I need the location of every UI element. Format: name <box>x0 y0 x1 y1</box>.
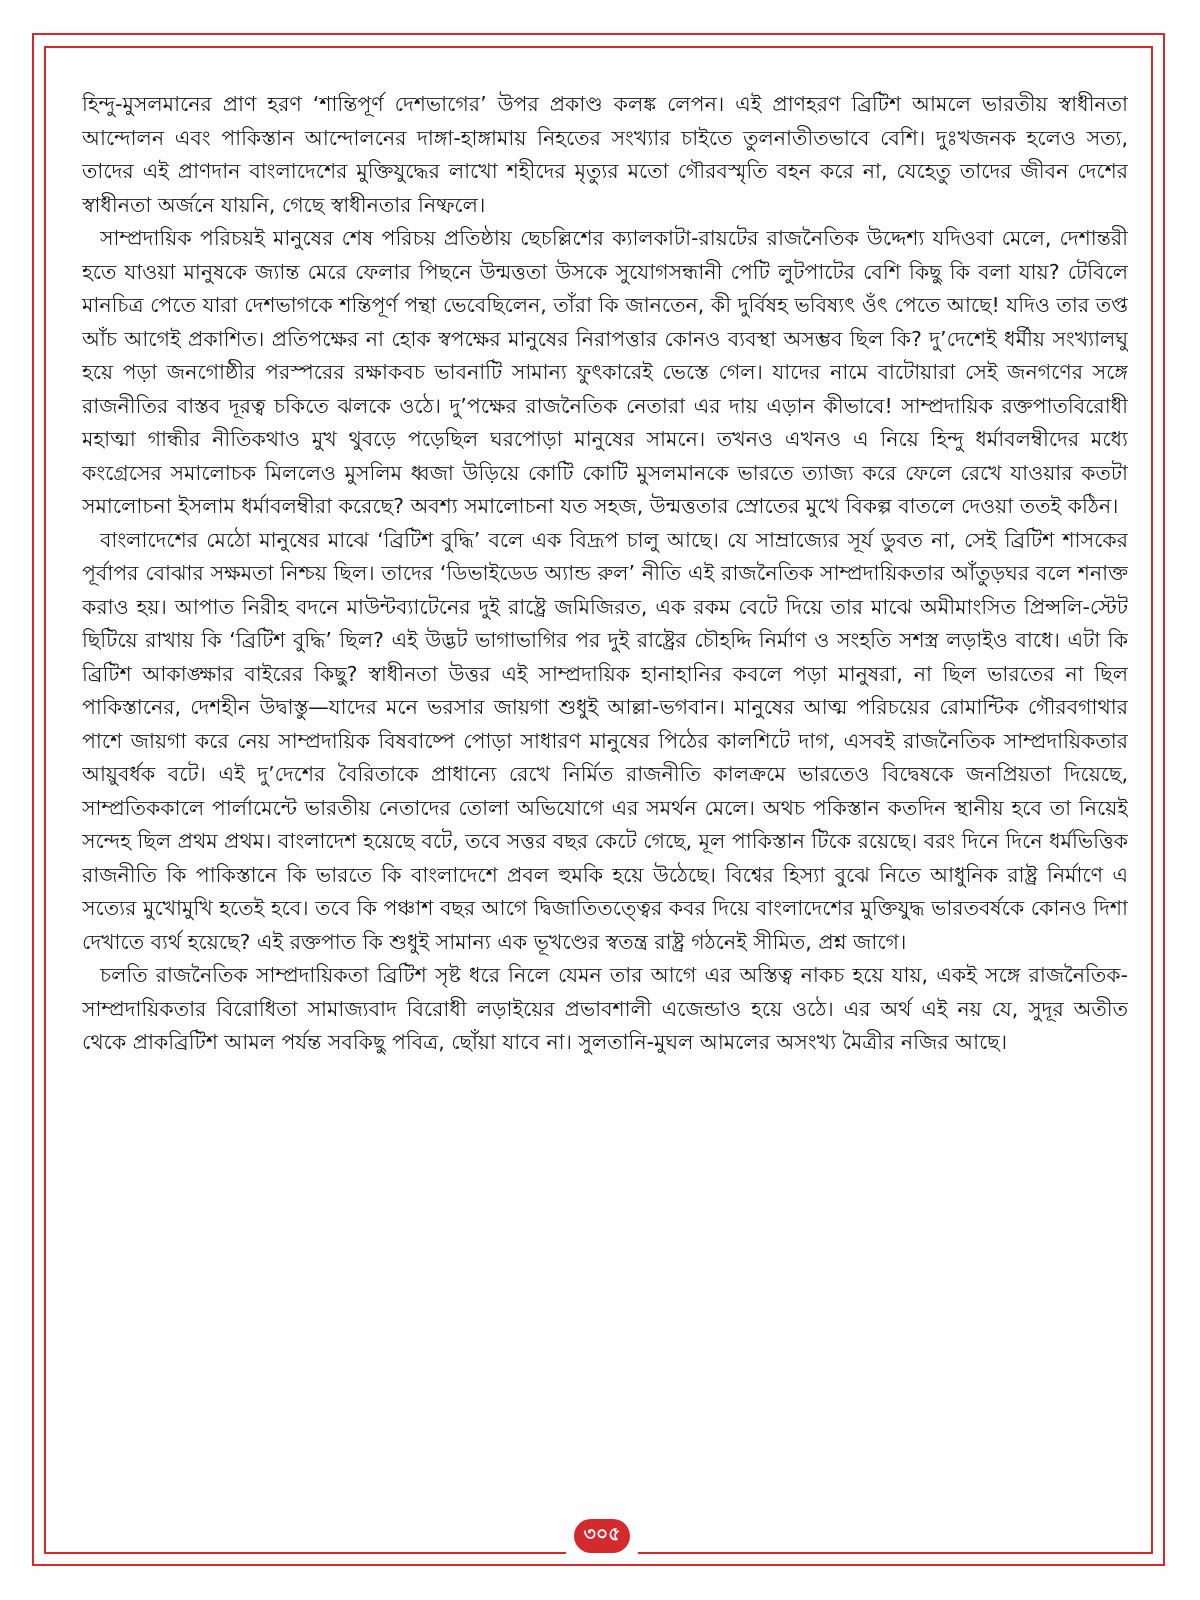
page-number-container <box>566 1516 638 1556</box>
page-number: ৩০৫ <box>574 1519 630 1553</box>
paragraph: বাংলাদেশের মেঠো মানুষের মাঝে ‘ব্রিটিশ বুদ্ধি’ বলে এক বিদ্রূপ চালু আছে। যে সাম্রাজ্যের সূর্য ডুবত না, সেই ব্রিটিশ শাসকের পূর্বাপর বোঝার সক্ষমতা নিশ্চয় ছিল। তাদের ‘ডিভাইডেড অ্যান্ড রুল’ নীতি এই রাজনৈতিক সাম্প্রদায়িকতার আঁতুড়ঘর বলে শনাক্ত করাও হয়। আপাত নিরীহ বদনে মাউন্টব্যাটেনের দুই রাষ্ট্রে জমিজিরত, এক রকম বেটে দিয়ে তার মাঝে অমীমাংসিত প্রিন্সলি-স্টেট ছিটিয়ে রাখায় কি ‘ব্রিটিশ বুদ্ধি’ ছিল? এই উদ্ভট ভাগাভাগির পর দুই রাষ্ট্রের চৌহদ্দি নির্মাণ ও সংহতি সশস্ত্র লড়াইও বাধে। এটা কি ব্রিটিশ আকাঙ্ক্ষার বাইরের কিছু? স্বাধীনতা উত্তর এই সাম্প্রদায়িক হানাহানির কবলে পড়া মানুষরা, না ছিল ভারতের না ছিল পাকিস্তানের, দেশহীন উদ্বাস্তু—যাদের মনে ভরসার জায়গা শুধুই আল্লা-ভগবান। মানুষের আত্ম পরিচয়ের রোমান্টিক গৌরবগাথার পাশে জায়গা করে নেয় সাম্প্রদায়িক বিষবাষ্পে পোড়া সাধারণ মানুষের পিঠের কালশিটে দাগ, এসবই রাজনৈতিক সাম্প্রদায়িকতার আয়ুবর্ধক বটে। এই দু’দেশের বৈরিতাকে প্রাধান্যে রেখে নির্মিত রাজনীতি কালক্রমে ভারতেও বিদ্বেষকে জনপ্রিয়তা দিয়েছে, সাম্প্রতিককালে পার্লামেন্টে ভারতীয় নেতাদের তোলা অভিযোগে এর সমর্থন মেলে। অথচ পকিস্তান কতদিন স্থানীয় হবে তা নিয়েই সন্দেহ ছিল প্রথম প্রথম। বাংলাদেশ হয়েছে বটে, তবে সত্তর বছর কেটে গেছে, মূল পাকিস্তান টিকে রয়েছে। বরং দিনে দিনে ধর্মভিত্তিক রাজনীতি কি পাকিস্তানে কি ভারতে কি বাংলাদেশে প্রবল হুমকি হয়ে উঠেছে। বিশ্বের হিস্যা বুঝে নিতে আধুনিক রাষ্ট্র নির্মাণে এ সত্যের মুখোমুখি হতেই হবে। তবে কি পঞ্চাশ বছর আগে দ্বিজাতিতত্ত্বের কবর দিয়ে বাংলাদেশের মুক্তিযুদ্ধ ভারতবর্ষকে কোনও দিশা দেখাতে ব্যর্থ হয়েছে? এই রক্তপাত কি শুধুই সামান্য এক ভূখণ্ডের স্বতন্ত্র রাষ্ট্র গঠনেই সীমিত, প্রশ্ন জাগে। <box>82 527 1128 954</box>
paragraph: হিন্দু-মুসলমানের প্রাণ হরণ ‘শান্তিপূর্ণ দেশভাগের’ উপর প্রকাণ্ড কলঙ্ক লেপন। এই প্রাণহরণ ব্রিটিশ আমলে ভারতীয় স্বাধীনতা আন্দোলন এবং পাকিস্তান আন্দোলনের দাঙ্গা-হাঙ্গামায় নিহতের সংখ্যার চাইতে তুলনাতীতভাবে বেশি। দুঃখজনক হলেও সত্য, তাদের এই প্রাণদান বাংলাদেশের মুক্তিযুদ্ধের লাখো শহীদের মৃত্যুর মতো গৌরবস্মৃতি বহন করে না, যেহেতু তাদের জীবন দেশের স্বাধীনতা অর্জনে যায়নি, গেছে স্বাধীনতার নিষ্ফলে। <box>82 92 1128 217</box>
page-body-text <box>82 88 1128 1466</box>
paragraph: চলতি রাজনৈতিক সাম্প্রদায়িকতা ব্রিটিশ সৃষ্ট ধরে নিলে যেমন তার আগে এর অস্তিত্ব নাকচ হয়ে যায়, একই সঙ্গে রাজনৈতিক-সাম্প্রদায়িকতার বিরোধিতা সামাজ্যবাদ বিরোধী লড়াইয়ের প্রভাবশালী এজেন্ডাও হয়ে ওঠে। এর অর্থ এই নয় যে, সুদূর অতীত থেকে প্রাকব্রিটিশ আমল পর্যন্ত সবকিছু পবিত্র, ছোঁয়া যাবে না। সুলতানি-মুঘল আমলের অসংখ্য মৈত্রীর নজির আছে। <box>82 963 1128 1054</box>
paragraph: সাম্প্রদায়িক পরিচয়ই মানুষের শেষ পরিচয় প্রতিষ্ঠায় ছেচল্লিশের ক্যালকাটা-রায়টের রাজনৈতিক উদ্দেশ্য যদিওবা মেলে, দেশান্তরী হতে যাওয়া মানুষকে জ্যান্ত মেরে ফেলার পিছনে উন্মত্ততা উসকে সুযোগসন্ধানী পেটি লুটপাটের বেশি কিছু কি বলা যায়? টেবিলে মানচিত্র পেতে যারা দেশভাগকে শন্তিপূর্ণ পন্থা ভেবেছিলেন, তাঁরা কি জানতেন, কী দুর্বিষহ ভবিষ্যৎ ওঁৎ পেতে আছে! যদিও তার তপ্ত আঁচ আগেই প্রকাশিত। প্রতিপক্ষের না হোক স্বপক্ষের মানুষের নিরাপত্তার কোনও ব্যবস্থা অসম্ভব ছিল কি? দু’দেশেই ধর্মীয় সংখ্যালঘু হয়ে পড়া জনগোষ্ঠীর পরস্পরের রক্ষাকবচ ভাবনাটি সামান্য ফুৎকারেই ভেস্তে গেল। যাদের নামে বাটোয়ারা সেই জনগণের সঙ্গে রাজনীতির বাস্তব দূরত্ব চকিতে ঝলকে ওঠে। দু’পক্ষের রাজনৈতিক নেতারা এর দায় এড়ান কীভাবে! সাম্প্রদায়িক রক্তপাতবিরোধী মহাত্মা গান্ধীর নীতিকথাও মুখ থুবড়ে পড়েছিল ঘরপোড়া মানুষের সামনে। তখনও এখনও এ নিয়ে হিন্দু ধর্মাবলম্বীদের মধ্যে কংগ্রেসের সমালোচক মিললেও মুসলিম ধ্বজা উড়িয়ে কোটি কোটি মুসলমানকে ভারতে ত্যাজ্য করে ফেলে রেখে যাওয়ার কতটা সমালোচনা ইসলাম ধর্মাবলম্বীরা করেছে? অবশ্য সমালোচনা যত সহজ, উন্মত্ততার স্রোতের মুখে বিকল্প বাতলে দেওয়া ততই কঠিন। <box>82 226 1128 518</box>
